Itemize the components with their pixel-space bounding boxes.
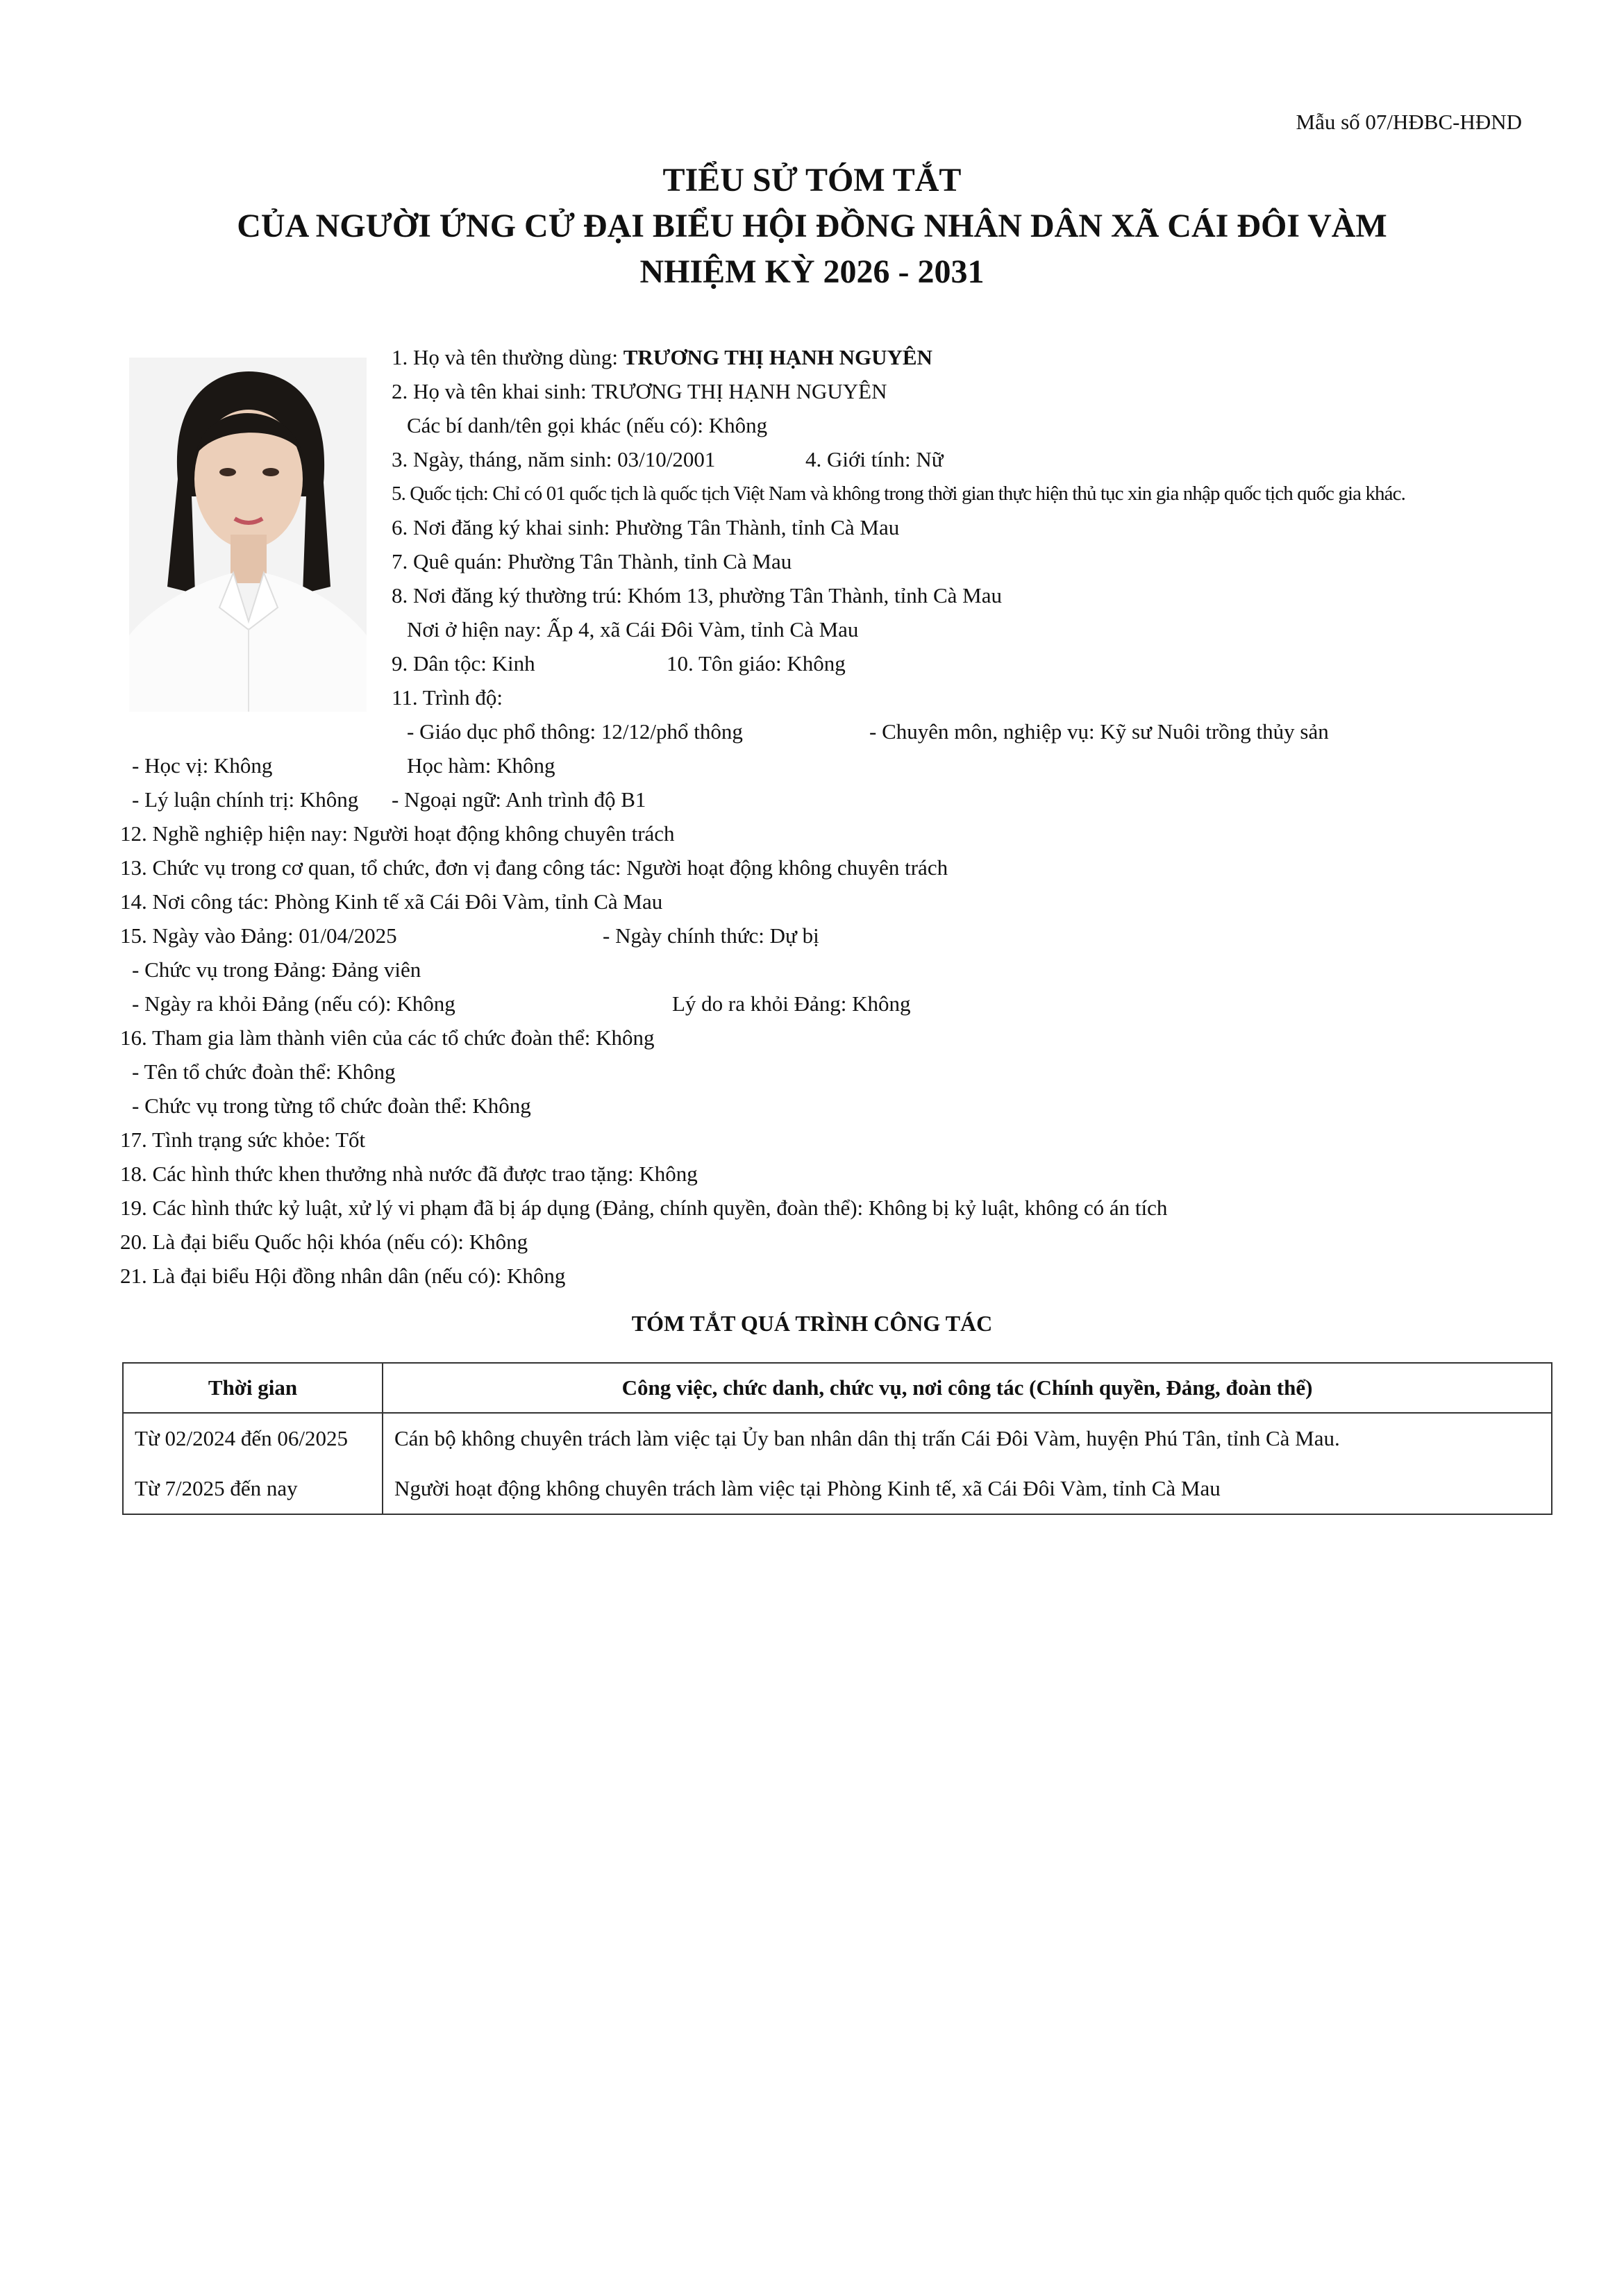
field-profession: - Chuyên môn, nghiệp vụ: Kỹ sư Nuôi trồng thủy sản — [869, 719, 1329, 744]
field-discipline: 19. Các hình thức kỷ luật, xử lý vi phạm đã bị áp dụng (Đảng, chính quyền, đoàn thể): Không bị kỷ luật, không có án tích — [120, 1196, 1168, 1220]
row-job: Người hoạt động không chuyên trách làm việc tại Phòng Kinh tế, xã Cái Đôi Vàm, tỉnh Cà Mau — [383, 1464, 1552, 1514]
field-position: 13. Chức vụ trong cơ quan, tổ chức, đơn vị đang công tác: Người hoạt động không chuyên trách — [120, 855, 948, 880]
field-ethnicity: 9. Dân tộc: Kinh — [392, 651, 535, 676]
field-qualifications: 11. Trình độ: — [392, 685, 503, 710]
field-nationality: 5. Quốc tịch: Chỉ có 01 quốc tịch là quốc tịch Việt Nam và không trong thời gian thực hiện thủ tục xin gia nhập quốc tịch quốc gia khác. — [392, 483, 1405, 505]
field-organization-name: - Tên tổ chức đoàn thể: Không — [132, 1059, 396, 1084]
work-history-table — [122, 1362, 1552, 1515]
field-hometown: 7. Quê quán: Phường Tân Thành, tỉnh Cà Mau — [392, 549, 792, 573]
field-party-leave-date: - Ngày ra khỏi Đảng (nếu có): Không — [132, 991, 455, 1016]
document-title: TIỂU SỬ TÓM TẮT — [662, 162, 962, 199]
row-time: Từ 7/2025 đến nay — [123, 1464, 383, 1514]
field-organizations: 16. Tham gia làm thành viên của các tổ chức đoàn thể: Không — [120, 1025, 655, 1050]
table-header-row — [123, 1363, 1552, 1413]
field-health: 17. Tình trạng sức khỏe: Tốt — [120, 1128, 366, 1152]
table-row — [123, 1413, 1552, 1464]
field-academic-title: Học hàm: Không — [407, 753, 555, 778]
field-birth-registration: 6. Nơi đăng ký khai sinh: Phường Tân Thành, tỉnh Cà Mau — [392, 515, 900, 539]
field-common-name: 1. Họ và tên thường dùng: TRƯƠNG THỊ HẠNH NGUYÊN — [392, 345, 932, 369]
field-religion: 10. Tôn giáo: Không — [667, 651, 846, 676]
term-title: NHIỆM KỲ 2026 - 2031 — [639, 253, 985, 290]
field-birth-date: 3. Ngày, tháng, năm sinh: 03/10/2001 — [392, 447, 716, 471]
candidate-photo — [129, 358, 367, 712]
row-job: Cán bộ không chuyên trách làm việc tại Ủy ban nhân dân thị trấn Cái Đôi Vàm, huyện Phú Tân, tỉnh Cà Mau. — [383, 1413, 1552, 1464]
column-header-job: Công việc, chức danh, chức vụ, nơi công tác (Chính quyền, Đảng, đoàn thể) — [383, 1363, 1552, 1413]
field-workplace: 14. Nơi công tác: Phòng Kinh tế xã Cái Đôi Vàm, tỉnh Cà Mau — [120, 889, 663, 914]
field-permanent-residence: 8. Nơi đăng ký thường trú: Khóm 13, phường Tân Thành, tỉnh Cà Mau — [392, 583, 1002, 607]
field-current-residence: Nơi ở hiện nay: Ấp 4, xã Cái Đôi Vàm, tỉnh Cà Mau — [407, 617, 859, 642]
field-foreign-language: - Ngoại ngữ: Anh trình độ B1 — [392, 787, 646, 812]
field-party-position: - Chức vụ trong Đảng: Đảng viên — [132, 957, 421, 982]
field-political-theory: - Lý luận chính trị: Không — [132, 787, 359, 812]
table-row — [123, 1464, 1552, 1514]
field-general-education: - Giáo dục phổ thông: 12/12/phổ thông — [407, 719, 743, 744]
field-birth-name: 2. Họ và tên khai sinh: TRƯƠNG THỊ HẠNH NGUYÊN — [392, 379, 887, 403]
row-time: Từ 02/2024 đến 06/2025 — [123, 1413, 383, 1464]
candidate-name: TRƯƠNG THỊ HẠNH NGUYÊN — [623, 345, 932, 369]
field-gender: 4. Giới tính: Nữ — [805, 447, 944, 471]
column-header-time: Thời gian — [123, 1363, 383, 1413]
field-occupation: 12. Nghề nghiệp hiện nay: Người hoạt động không chuyên trách — [120, 821, 675, 846]
field-degree: - Học vị: Không — [132, 753, 273, 778]
field-organization-position: - Chức vụ trong từng tổ chức đoàn thể: Không — [132, 1093, 531, 1118]
field-aliases: Các bí danh/tên gọi khác (nếu có): Không — [407, 413, 768, 437]
field-awards: 18. Các hình thức khen thưởng nhà nước đã được trao tặng: Không — [120, 1162, 698, 1186]
field-peoples-council: 21. Là đại biểu Hội đồng nhân dân (nếu có): Không — [120, 1264, 566, 1288]
field-party-join-date: 15. Ngày vào Đảng: 01/04/2025 — [120, 923, 397, 948]
field-party-official-date: - Ngày chính thức: Dự bị — [603, 923, 819, 948]
document-subtitle: CỦA NGƯỜI ỨNG CỬ ĐẠI BIỂU HỘI ĐỒNG NHÂN DÂN XÃ CÁI ĐÔI VÀM — [237, 208, 1387, 244]
field-national-assembly: 20. Là đại biểu Quốc hội khóa (nếu có): Không — [120, 1230, 528, 1254]
field-party-leave-reason: Lý do ra khỏi Đảng: Không — [672, 991, 911, 1016]
form-code: Mẫu số 07/HĐBC-HĐND — [1296, 110, 1522, 134]
work-history-title: TÓM TẮT QUÁ TRÌNH CÔNG TÁC — [631, 1311, 993, 1336]
